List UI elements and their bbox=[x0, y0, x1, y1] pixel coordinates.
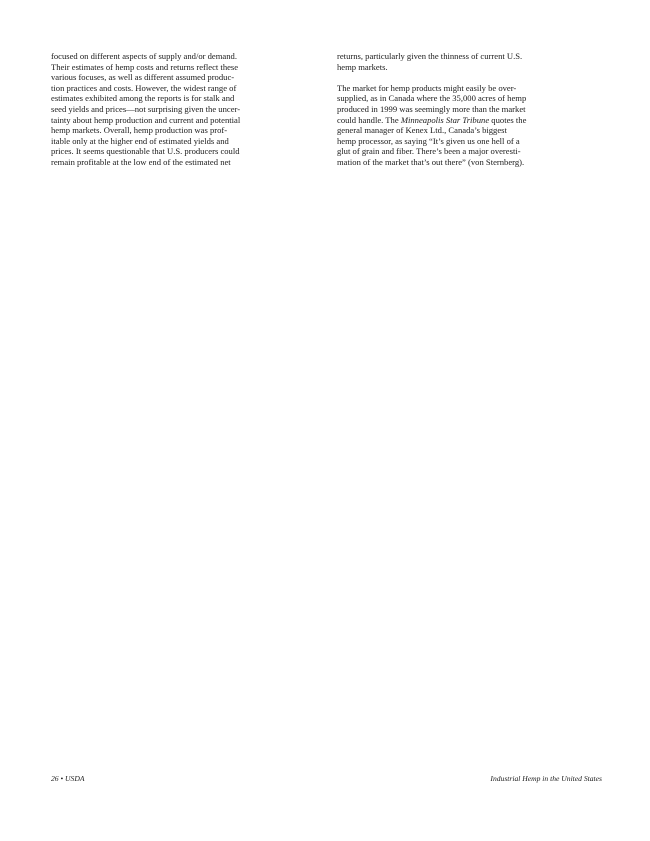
body-text-line: mation of the market that’s out there” (von Sternberg). bbox=[337, 156, 525, 167]
left-text-column bbox=[51, 51, 313, 168]
body-text-line: focused on different aspects of supply and/or demand. bbox=[51, 51, 237, 61]
body-text-line: various focuses, as well as different assumed produc- bbox=[51, 72, 235, 83]
body-text-line: produced in 1999 was seemingly more than the market bbox=[337, 103, 526, 114]
body-text-line: hemp markets. bbox=[337, 61, 388, 72]
body-text-line: Their estimates of hemp costs and returns reflect these bbox=[51, 61, 239, 72]
body-text-line: hemp processor, as saying “It’s given us one hell of a bbox=[337, 135, 520, 146]
body-text-line: estimates exhibited among the reports is for stalk and bbox=[51, 93, 235, 104]
body-text-line: The market for hemp products might easily be over- bbox=[337, 82, 517, 93]
footer-page-number: 26 • USDA bbox=[51, 774, 85, 783]
body-text-line: tainty about hemp production and current and potential bbox=[51, 114, 241, 125]
body-text-line: tion practices and costs. However, the widest range of bbox=[51, 82, 237, 93]
paragraph-gap bbox=[337, 72, 599, 83]
body-text-segment: quotes the bbox=[489, 114, 527, 125]
body-text-line bbox=[337, 115, 599, 126]
body-text-line: general manager of Kenex Ltd., Canada’s biggest bbox=[337, 125, 507, 136]
body-text-line: seed yields and prices—not surprising given the uncer- bbox=[51, 103, 241, 114]
body-text-line: supplied, as in Canada where the 35,000 acres of hemp bbox=[337, 93, 527, 104]
right-text-column bbox=[337, 51, 599, 168]
newspaper-title: Minneapolis Star Tribune bbox=[400, 114, 490, 125]
body-text-line: itable only at the higher end of estimated yields and bbox=[51, 135, 229, 146]
body-text-line: remain profitable at the low end of the estimated net bbox=[51, 156, 231, 167]
body-text-line: hemp markets. Overall, hemp production was prof- bbox=[51, 125, 228, 136]
body-text-segment: could handle. The bbox=[337, 114, 401, 125]
body-text-line: returns, particularly given the thinness of current U.S. bbox=[337, 51, 523, 61]
body-text-line: prices. It seems questionable that U.S. producers could bbox=[51, 146, 240, 157]
body-text-line: glut of grain and fiber. There’s been a major overesti- bbox=[337, 146, 521, 157]
footer-publication-title: Industrial Hemp in the United States bbox=[490, 774, 602, 783]
